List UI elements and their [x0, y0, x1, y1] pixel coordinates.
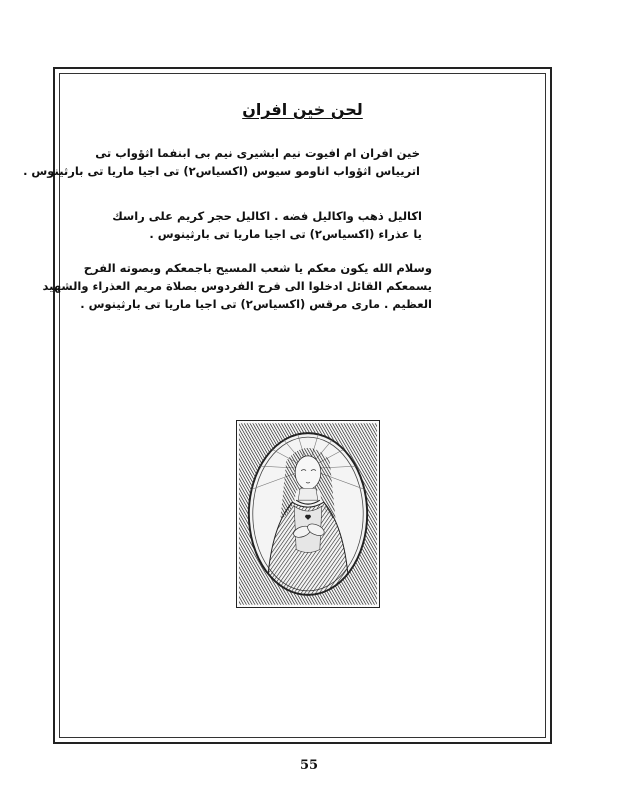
stanza-3	[42, 259, 432, 313]
page-border-inner	[23, 73, 546, 738]
stanza-2-line-1: اكاليل ذهب واكاليل فضه . اكاليل حجر كريم على راسك	[112, 209, 422, 223]
stanza-3-line-1: وسلام الله يكون معكم يا شعب المسيح باجمعكم وبصوته الفرح	[83, 261, 432, 275]
stanza-2	[112, 207, 422, 243]
stanza-1	[23, 144, 420, 180]
virgin-mary-engraving-icon	[236, 420, 380, 608]
stanza-1-line-1: خين افران ام افيوت نيم ابشيرى نيم بى ابنفما اثؤواب تى	[95, 146, 420, 160]
stanza-3-line-2: يسمعكم القائل ادخلوا الى فرح الفردوس بصلاة مريم العذراء والشهيد	[42, 279, 432, 293]
stanza-2-line-2: يا عذراء (اكسياس٢) تى اجيا ماريا تى بارثينوس .	[149, 227, 422, 241]
page-border-outer	[23, 67, 552, 744]
page-number: 55	[299, 758, 319, 773]
hymn-title: لحن خين افران	[242, 100, 363, 119]
stanza-1-line-2: اتريياس اثؤواب اناومو سيوس (اكسياس٢) تى اجيا ماريا تى بارثينوس .	[23, 164, 420, 178]
stanza-3-line-3: العظيم . مارى مرقس (اكسياس٢) تى اجيا ماريا تى بارثينوس .	[80, 297, 432, 311]
